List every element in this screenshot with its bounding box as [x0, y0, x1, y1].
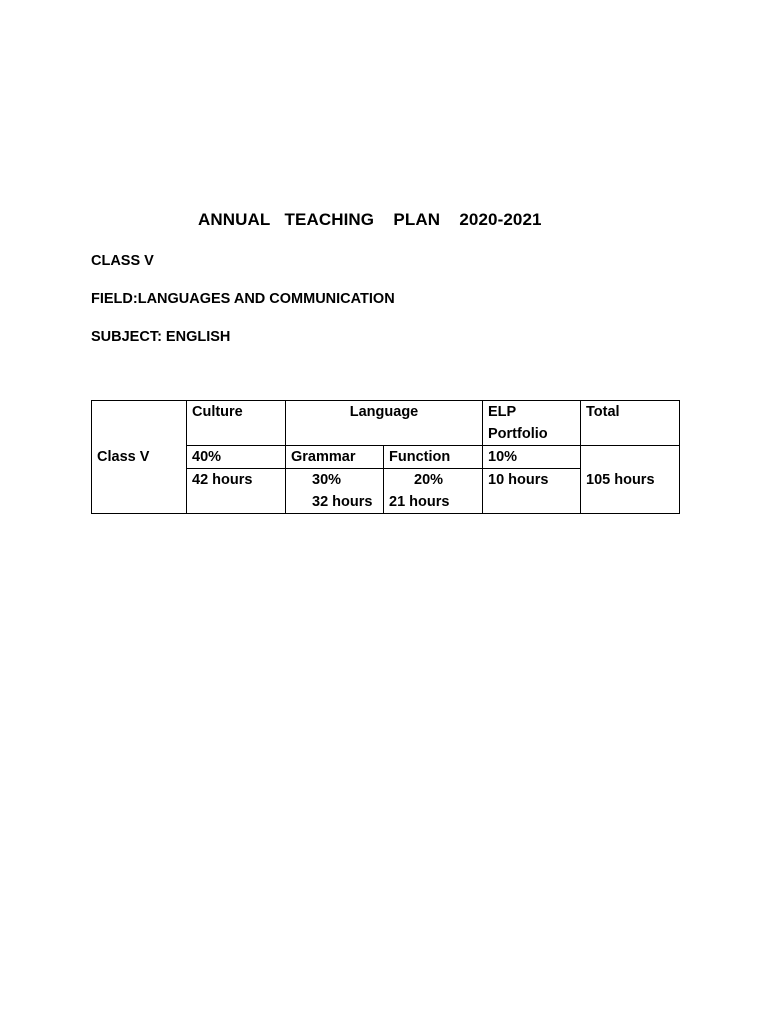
culture-percent: 40%: [187, 446, 286, 469]
culture-empty: [187, 491, 286, 514]
function-hours: 21 hours: [384, 491, 483, 514]
function-percent: 20%: [384, 469, 483, 492]
document-title: ANNUAL TEACHING PLAN 2020-2021: [198, 210, 542, 229]
subject-line: SUBJECT: ENGLISH: [91, 329, 231, 345]
elp-header-line1: ELP: [483, 401, 581, 424]
total-header: Total: [581, 401, 680, 446]
class-line: CLASS V: [91, 253, 154, 269]
culture-hours: 42 hours: [187, 469, 286, 492]
elp-empty: [483, 491, 581, 514]
function-header: Function: [384, 446, 483, 469]
language-header: Language: [286, 401, 483, 446]
class-cell: Class V: [92, 401, 187, 514]
field-line: FIELD:LANGUAGES AND COMMUNICATION: [91, 291, 395, 307]
grammar-percent: 30%: [286, 469, 384, 492]
elp-header-line2: Portfolio: [483, 423, 581, 446]
grammar-hours: 32 hours: [286, 491, 384, 514]
elp-percent: 10%: [483, 446, 581, 469]
total-hours: 105 hours: [581, 446, 680, 514]
table-row: [92, 401, 680, 424]
grammar-header: Grammar: [286, 446, 384, 469]
culture-header: Culture: [187, 401, 286, 446]
elp-hours: 10 hours: [483, 469, 581, 492]
teaching-plan-table: [91, 400, 680, 514]
